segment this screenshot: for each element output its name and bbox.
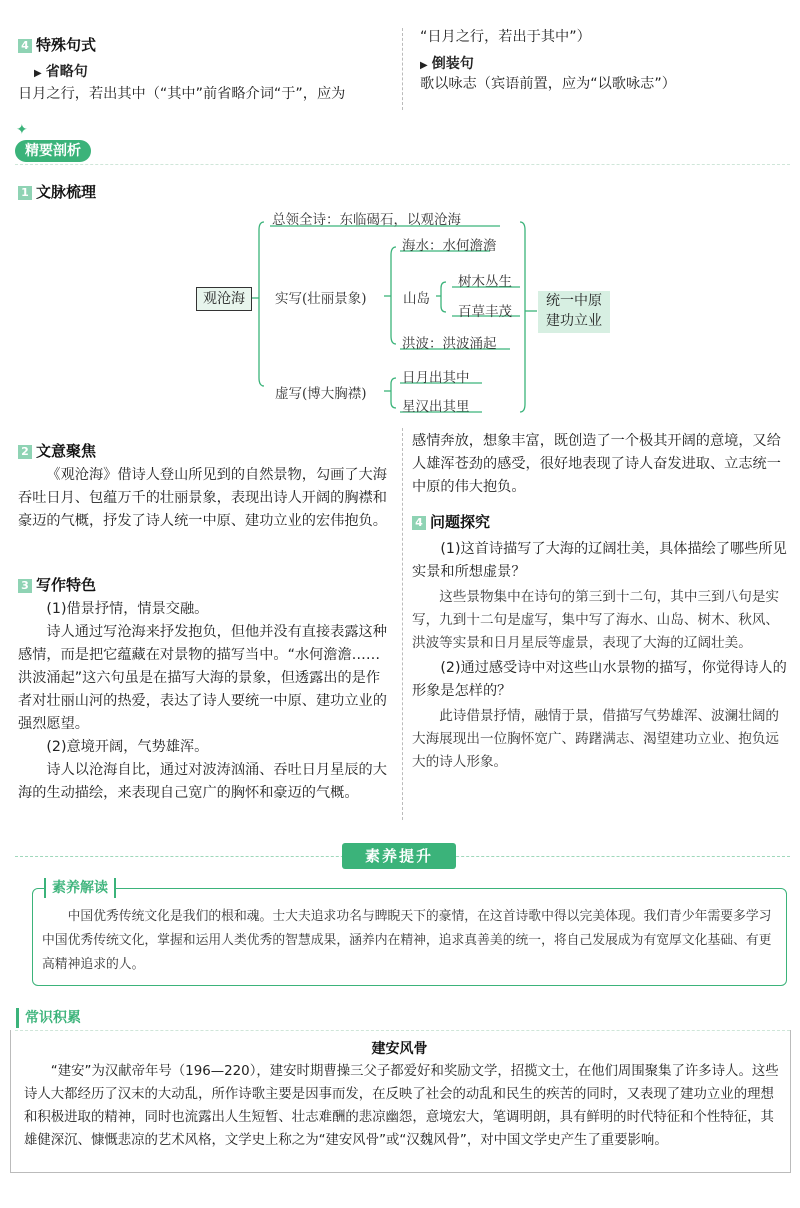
s2-text: 《观沧海》借诗人登山所见到的自然景物，勾画了大海吞吐日月、包蕴万千的壮丽景象，表现出诗人开阔的胸襟和豪迈的气概，抒发了诗人统一中原、建功立业的宏伟抱负。 (18, 467, 387, 529)
s2-heading: 2 文意聚焦 (18, 440, 96, 461)
s3-heading: 3 写作特色 (18, 574, 96, 595)
knowledge-title: 常识积累 (16, 1008, 81, 1028)
section-number: 4 (18, 39, 32, 53)
s3-text: (1)借景抒情，情景交融。 诗人通过写沧海来抒发抱负，但他并没有直接表露这种感情，而是把它蕴藏在对景物的描写当中。“水何澹澹……洪波涌起”这六句虽是在描写大海的景象，但透露出的是作者对壮丽山河的热爱，表达了诗人要统一中原、建功立业的强烈愿望。 (2)意境开阔，气势雄浑。 诗人以沧海自比，通过对波涛汹涌、吞吐日月星辰的大海的生动描绘，来表现自己宽广的胸怀和豪迈的气概。 (18, 601, 387, 801)
mindmap-node-stars: 星汉出其里 (402, 399, 470, 415)
interp-title: 素养解读 (44, 878, 116, 898)
mindmap-node-grass: 百草丰茂 (458, 304, 512, 320)
literacy-banner: 素养提升 (342, 843, 456, 869)
omit-text-continued: “日月之行，若出于其中”） (420, 29, 591, 45)
column-divider-lower (402, 428, 403, 820)
section-number: 4 (412, 516, 426, 530)
mindmap-node-island: 山岛 (403, 291, 430, 307)
interp-text: 中国优秀传统文化是我们的根和魂。士大夫追求功名与睥睨天下的豪情，在这首诗歌中得以完美体现。我们青少年需要多学习中国优秀传统文化，掌握和运用人类优秀的智慧成果，涵养内在精神，追求真善美的统一，将自己发展成为有宽厚文化基础、有更高精神追求的人。 (42, 909, 772, 972)
mindmap-node-imagined: 虚写(博大胸襟) (275, 386, 367, 402)
mindmap-node-real: 实写(壮丽景象) (275, 291, 367, 307)
s1-heading: 1 文脉梳理 (18, 181, 96, 202)
answer-1: 这些景物集中在诗句的第三到十二句，其中三到八句是实写，九到十二句是虚写，集中写了海水、山岛、树木、秋风、洪波等实景和日月星辰等虚景，表现了大海的辽阔壮美。 (412, 589, 780, 651)
mindmap-conclusion: 统一中原 建功立业 (538, 291, 610, 333)
mindmap-node-trees: 树木丛生 (458, 274, 512, 290)
invert-subheading: ▶ 倒装句 (420, 56, 474, 72)
question-1: (1)这首诗描写了大海的辽阔壮美，具体描绘了哪些所见实景和所想虚景？ (412, 541, 787, 580)
mindmap-node-sunmoon: 日月出其中 (402, 370, 470, 386)
omit-text: 日月之行，若出其中（“其中”前省略介词“于”，应为 (18, 86, 346, 102)
question-2: (2)通过感受诗中对这些山水景物的描写，你觉得诗人的形象是怎样的？ (412, 660, 787, 699)
mindmap-node-summary: 总领全诗：东临碣石，以观沧海 (272, 212, 461, 228)
s4-heading: 4 问题探究 (412, 511, 490, 532)
mindmap-node-waves: 洪波：洪波涌起 (402, 336, 497, 352)
analysis-tab: 精要剖析 (15, 140, 91, 162)
section-number: 2 (18, 445, 32, 459)
mindmap-root: 观沧海 (196, 287, 252, 311)
answer-2: 此诗借景抒情，融情于景，借描写气势雄浑、波澜壮阔的大海展现出一位胸怀宽广、踌躇满志、渴望建功立业、抱负远大的诗人形象。 (412, 708, 780, 770)
triangle-icon: ▶ (420, 60, 428, 71)
mindmap-node-sea: 海水：水何澹澹 (402, 238, 497, 254)
special-heading: 4 特殊句式 (18, 34, 393, 55)
invert-text: 歌以咏志（宾语前置，应为“以歌咏志”） (420, 76, 676, 92)
sparkle-icon: ✦ (16, 122, 28, 138)
knowledge-text: “建安”为汉献帝年号（196—220），建安时期曹操三父子都爱好和奖励文学，招揽文士，在他们周围聚集了许多诗人。这些诗人大都经历了汉末的大动乱，所作诗歌主要是因事而发，在反映了社会的动乱和民生的疾苦的同时，又表现了建功立业的理想和积极进取的精神，同时也流露出人生短暂、壮志难酬的悲凉幽怨，意境宏大，笔调明朗，具有鲜明的时代特征和个性特征，其雄健深沉、慷慨悲凉的艺术风格，文学史上称之为“建安风骨”或“汉魏风骨”，对中国文学史产生了重要影响。 (24, 1064, 779, 1148)
s2-text-continued: 感情奔放，想象丰富，既创造了一个极其开阔的意境，又给人雄浑苍劲的感受，很好地表现了诗人奋发进取、立志统一中原的伟大抱负。 (412, 433, 781, 495)
omit-subheading: ▶ 省略句 (34, 64, 88, 80)
section-number: 3 (18, 579, 32, 593)
section-number: 1 (18, 186, 32, 200)
knowledge-subtitle: 建安风骨 (371, 1041, 428, 1057)
triangle-icon: ▶ (34, 68, 42, 79)
s4-text (412, 538, 790, 774)
